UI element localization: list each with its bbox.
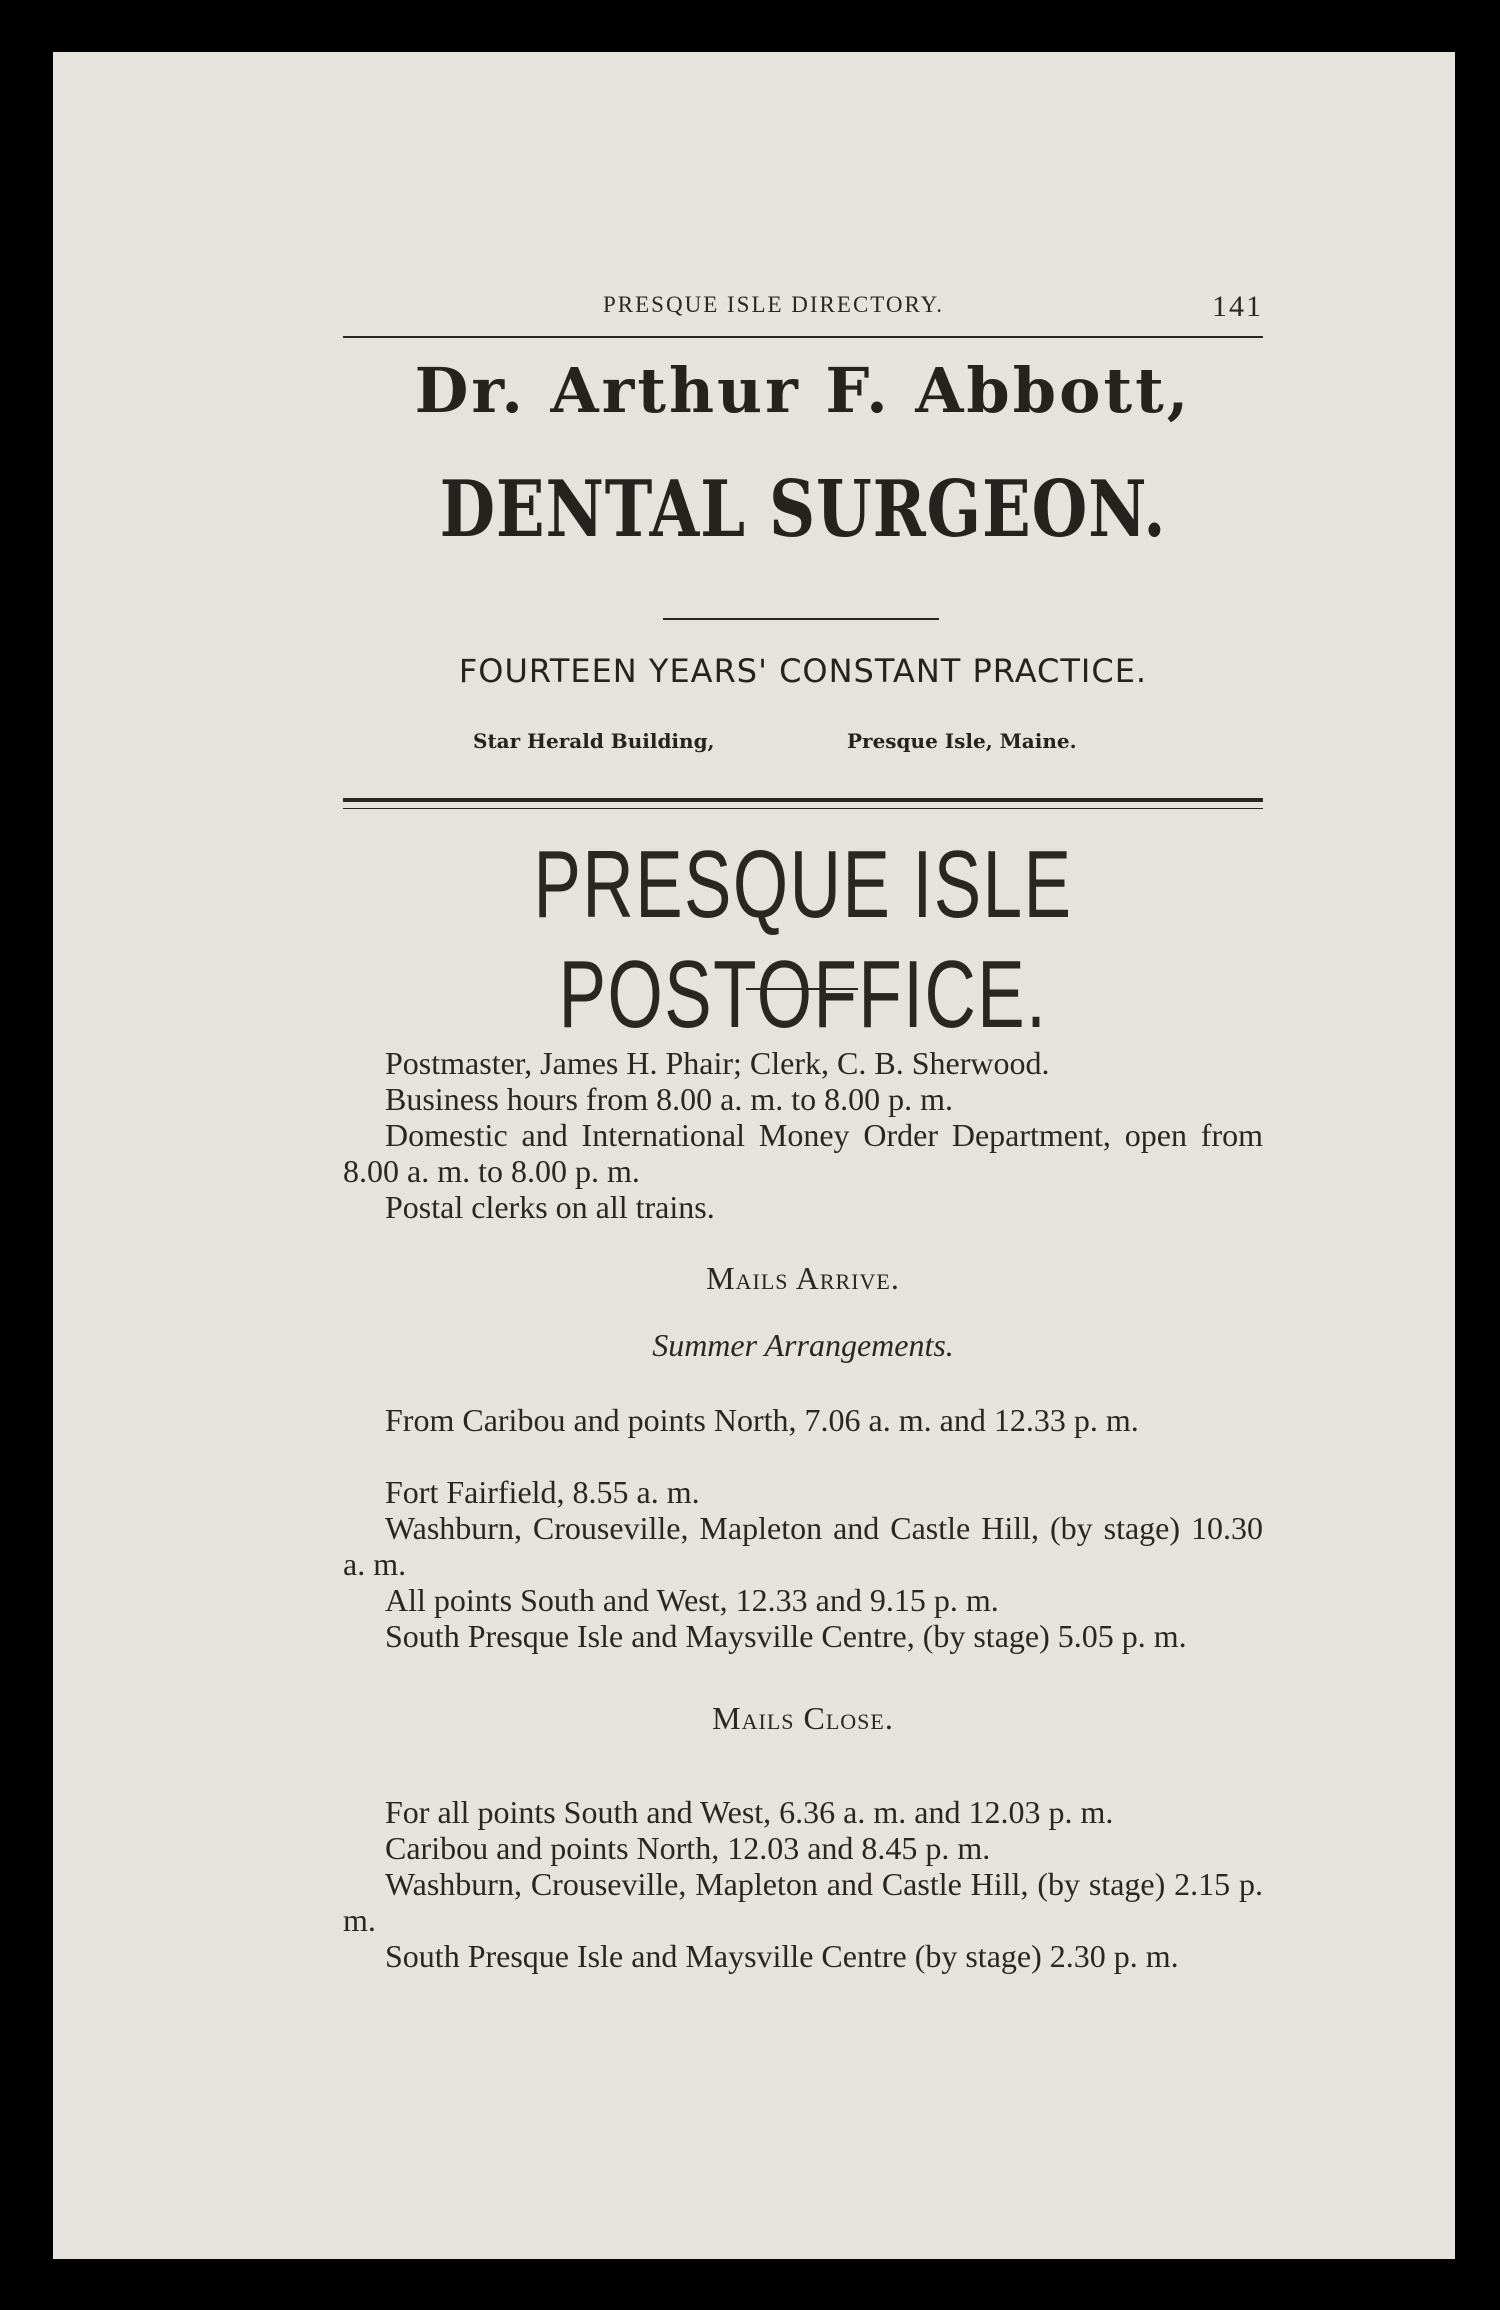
arrive-item: From Caribou and points North, 7.06 a. m. and 12.33 p. m. — [385, 1402, 1139, 1438]
close-item: Caribou and points North, 12.03 and 8.45 p. m. — [385, 1830, 991, 1866]
close-item: South Presque Isle and Maysville Centre (by stage) 2.30 p. m. — [385, 1938, 1179, 1974]
postoffice-paragraph: Postmaster, James H. Phair; Clerk, C. B. Sherwood. — [385, 1045, 1050, 1081]
ad-address-building: Star Herald Building, — [473, 729, 715, 753]
close-item: For all points South and West, 6.36 a. m. and 12.03 p. m. — [385, 1794, 1114, 1830]
running-head-title: PRESQUE ISLE DIRECTORY. — [603, 292, 945, 317]
arrive-item: All points South and West, 12.33 and 9.15 p. m. — [385, 1582, 999, 1618]
directory-page — [53, 52, 1455, 2259]
close-item: Washburn, Crouseville, Mapleton and Castle Hill, (by stage) 2.15 p. m. — [343, 1866, 1263, 1938]
postoffice-divider — [746, 988, 858, 990]
header-rule — [343, 336, 1263, 338]
page-number: 141 — [1212, 290, 1263, 323]
ad-address-town: Presque Isle, Maine. — [847, 729, 1077, 753]
postoffice-paragraph: Postal clerks on all trains. — [385, 1189, 715, 1225]
arrive-item: Washburn, Crouseville, Mapleton and Castle Hill, (by stage) 10.30 a. m. — [343, 1510, 1263, 1582]
postoffice-paragraph: Domestic and International Money Order Department, open from 8.00 a. m. to 8.00 p. m. — [343, 1117, 1263, 1189]
mails-close-heading: Mails Close. — [712, 1700, 894, 1736]
section-double-rule — [343, 798, 1263, 809]
ad-dentist-name: Dr. Arthur F. Abbott, — [414, 354, 1192, 427]
arrive-item: South Presque Isle and Maysville Centre, (by stage) 5.05 p. m. — [385, 1618, 1187, 1654]
arrive-item: Fort Fairfield, 8.55 a. m. — [385, 1474, 700, 1510]
postoffice-paragraph: Business hours from 8.00 a. m. to 8.00 p. m. — [385, 1081, 953, 1117]
ad-dentist-title: DENTAL SURGEON. — [439, 464, 1167, 555]
running-head — [343, 288, 1263, 328]
summer-arrangements-subheading: Summer Arrangements. — [652, 1327, 954, 1363]
ad-tagline: FOURTEEN YEARS' CONSTANT PRACTICE. — [458, 652, 1148, 690]
ad-divider — [663, 618, 939, 620]
mails-arrive-heading: Mails Arrive. — [706, 1260, 900, 1296]
postoffice-heading: PRESQUE ISLE POSTOFFICE. — [533, 831, 1073, 1048]
ad-address — [343, 729, 1263, 759]
